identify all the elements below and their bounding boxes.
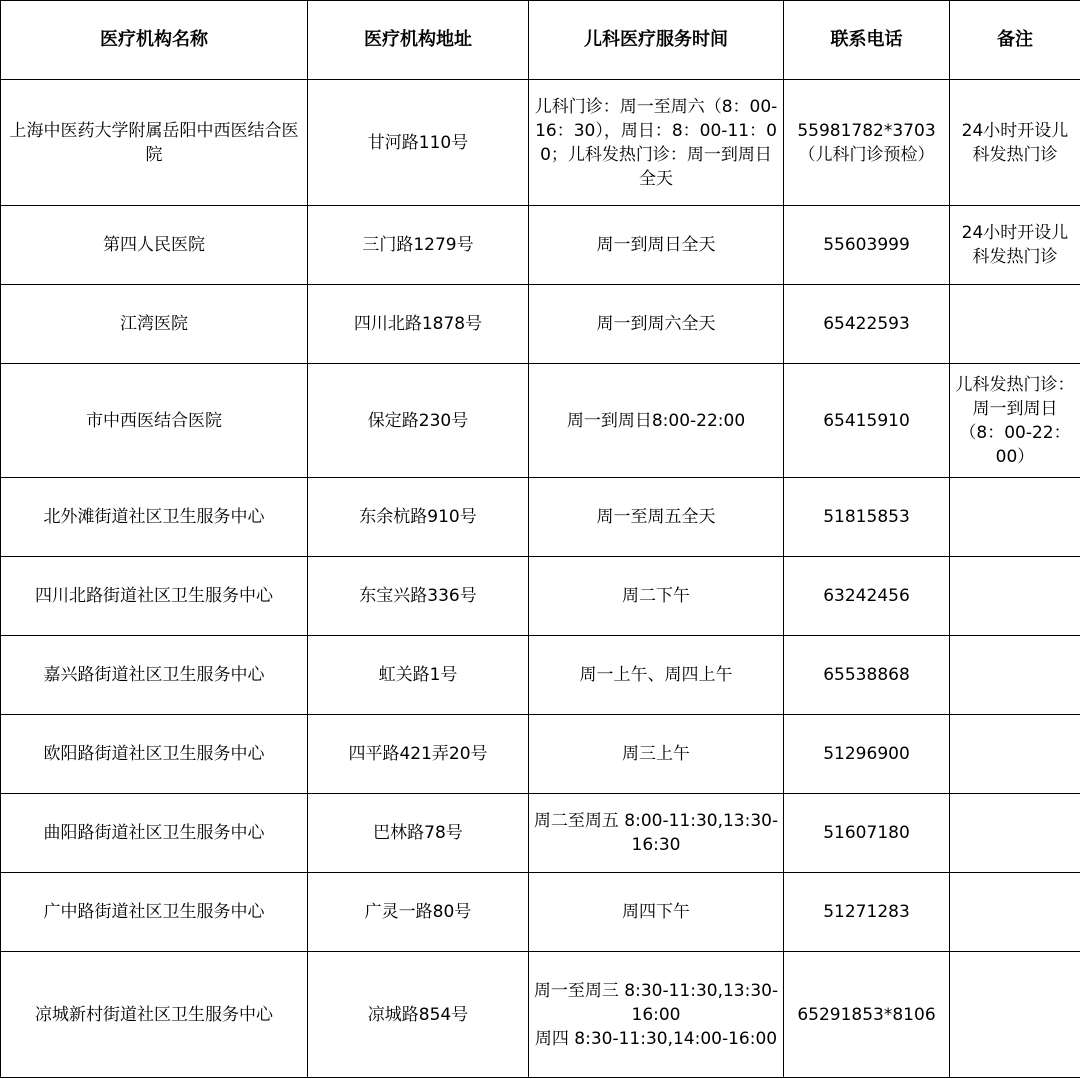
address-cell: 东余杭路910号	[308, 478, 529, 557]
note-cell: 儿科发热门诊：周一到周日（8：00-22：00）	[950, 364, 1080, 478]
table-row	[1, 478, 1080, 557]
note-cell	[950, 873, 1080, 952]
institution-name-cell: 曲阳路街道社区卫生服务中心	[1, 794, 308, 873]
institution-name-cell: 凉城新村街道社区卫生服务中心	[1, 952, 308, 1078]
note-cell	[950, 557, 1080, 636]
service-hours-cell: 周二下午	[529, 557, 784, 636]
table-row	[1, 715, 1080, 794]
address-cell: 广灵一路80号	[308, 873, 529, 952]
address-cell: 巴林路78号	[308, 794, 529, 873]
address-cell: 三门路1279号	[308, 206, 529, 285]
institution-name-cell: 第四人民医院	[1, 206, 308, 285]
phone-cell: 63242456	[784, 557, 950, 636]
table-row	[1, 873, 1080, 952]
header-institution-address: 医疗机构地址	[308, 1, 529, 80]
institution-name-cell: 北外滩街道社区卫生服务中心	[1, 478, 308, 557]
service-hours-cell: 周一到周日8:00-22:00	[529, 364, 784, 478]
note-cell	[950, 952, 1080, 1078]
table-row	[1, 206, 1080, 285]
note-cell	[950, 715, 1080, 794]
institution-name-cell: 市中西医结合医院	[1, 364, 308, 478]
service-hours-cell: 周一上午、周四上午	[529, 636, 784, 715]
address-cell: 甘河路110号	[308, 80, 529, 206]
address-cell: 四川北路1878号	[308, 285, 529, 364]
institution-name-cell: 嘉兴路街道社区卫生服务中心	[1, 636, 308, 715]
note-cell	[950, 636, 1080, 715]
table-row	[1, 285, 1080, 364]
address-cell: 凉城路854号	[308, 952, 529, 1078]
table-row	[1, 364, 1080, 478]
phone-cell: 55981782*3703 （儿科门诊预检）	[784, 80, 950, 206]
table-row	[1, 952, 1080, 1078]
address-cell: 虹关路1号	[308, 636, 529, 715]
address-cell: 四平路421弄20号	[308, 715, 529, 794]
table-row	[1, 636, 1080, 715]
note-cell: 24小时开设儿科发热门诊	[950, 206, 1080, 285]
service-hours-cell: 周三上午	[529, 715, 784, 794]
note-cell	[950, 478, 1080, 557]
service-hours-cell: 儿科门诊：周一至周六（8：00-16：30），周日：8：00-11：00；儿科发热门诊：周一到周日全天	[529, 80, 784, 206]
phone-cell: 65291853*8106	[784, 952, 950, 1078]
header-note: 备注	[950, 1, 1080, 80]
address-cell: 东宝兴路336号	[308, 557, 529, 636]
institution-name-cell: 欧阳路街道社区卫生服务中心	[1, 715, 308, 794]
phone-cell: 51815853	[784, 478, 950, 557]
phone-cell: 55603999	[784, 206, 950, 285]
phone-cell: 65422593	[784, 285, 950, 364]
service-hours-cell: 周一至周三 8:30-11:30,13:30-16:00 周四 8:30-11:30,14:00-16:00	[529, 952, 784, 1078]
table-row	[1, 794, 1080, 873]
note-cell: 24小时开设儿科发热门诊	[950, 80, 1080, 206]
header-service-hours: 儿科医疗服务时间	[529, 1, 784, 80]
institution-name-cell: 广中路街道社区卫生服务中心	[1, 873, 308, 952]
phone-cell: 65538868	[784, 636, 950, 715]
service-hours-cell: 周二至周五 8:00-11:30,13:30-16:30	[529, 794, 784, 873]
table-header-row	[1, 1, 1080, 80]
service-hours-cell: 周一至周五全天	[529, 478, 784, 557]
phone-cell: 65415910	[784, 364, 950, 478]
service-hours-cell: 周一到周日全天	[529, 206, 784, 285]
table-row	[1, 557, 1080, 636]
phone-cell: 51607180	[784, 794, 950, 873]
table-row	[1, 80, 1080, 206]
phone-cell: 51296900	[784, 715, 950, 794]
phone-cell: 51271283	[784, 873, 950, 952]
note-cell	[950, 285, 1080, 364]
institution-name-cell: 江湾医院	[1, 285, 308, 364]
service-hours-cell: 周四下午	[529, 873, 784, 952]
header-institution-name: 医疗机构名称	[1, 1, 308, 80]
institution-name-cell: 四川北路街道社区卫生服务中心	[1, 557, 308, 636]
address-cell: 保定路230号	[308, 364, 529, 478]
service-hours-cell: 周一到周六全天	[529, 285, 784, 364]
note-cell	[950, 794, 1080, 873]
institution-name-cell: 上海中医药大学附属岳阳中西医结合医院	[1, 80, 308, 206]
header-phone: 联系电话	[784, 1, 950, 80]
